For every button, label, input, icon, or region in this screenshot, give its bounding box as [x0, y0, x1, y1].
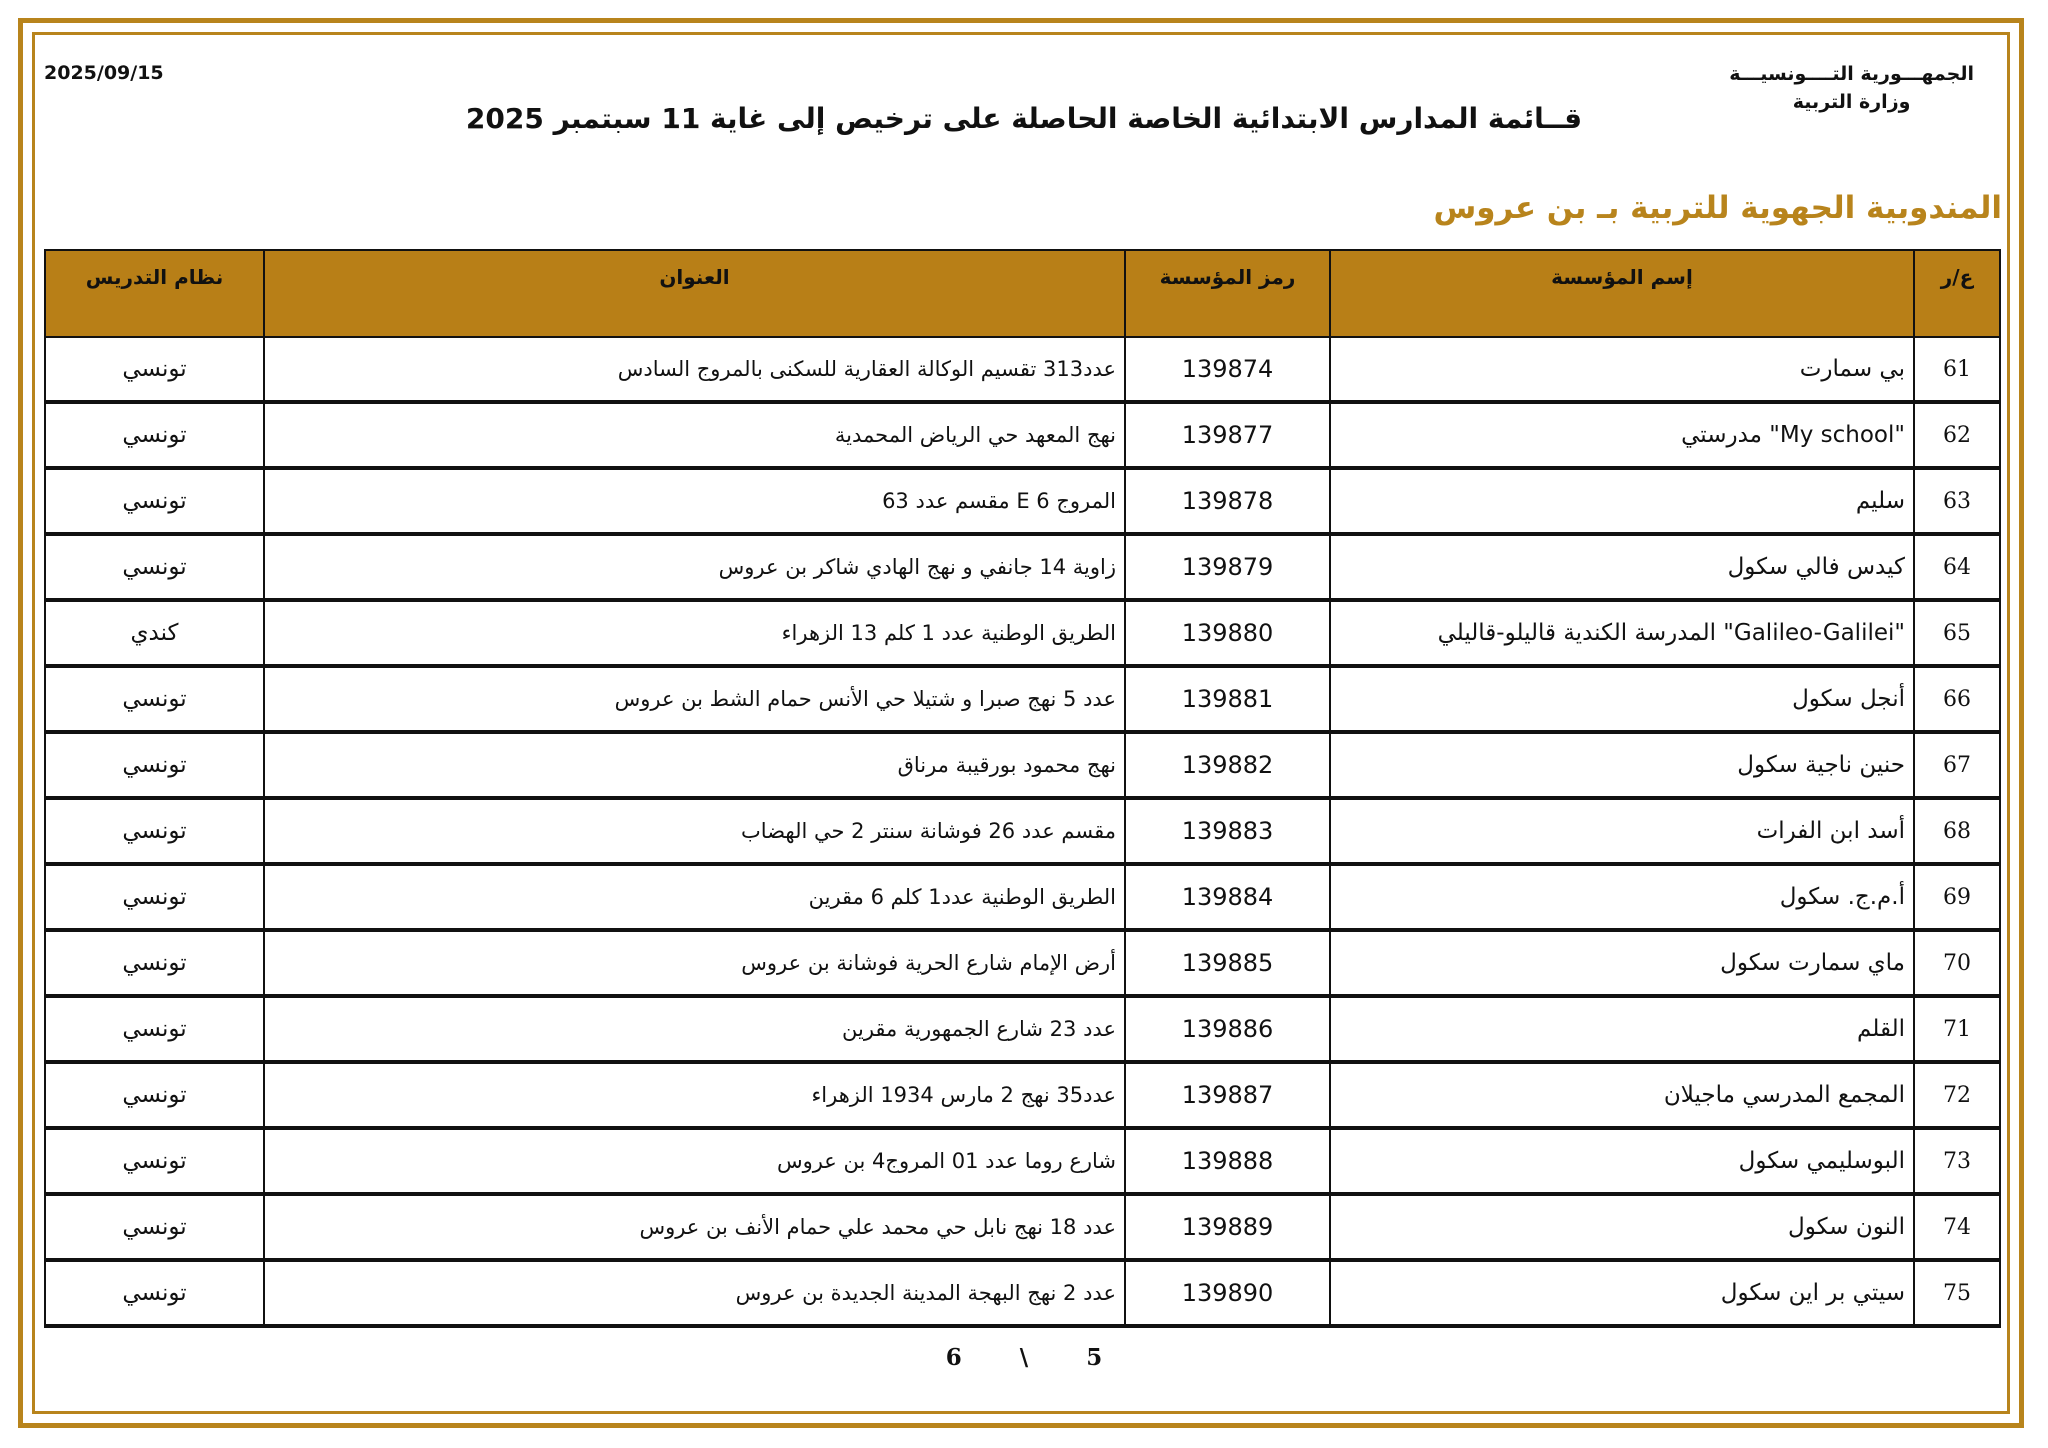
cell-name: سليم	[1330, 468, 1914, 534]
table-row	[45, 1194, 2000, 1260]
cell-num: 62	[1914, 402, 2000, 468]
cell-name: المجمع المدرسي ماجيلان	[1330, 1062, 1914, 1128]
cell-code: 139881	[1125, 666, 1330, 732]
page-total: 6	[945, 1344, 962, 1371]
cell-code: 139890	[1125, 1260, 1330, 1326]
table-row	[45, 996, 2000, 1062]
table-row	[45, 534, 2000, 600]
cell-system: تونسي	[45, 1062, 264, 1128]
cell-num: 73	[1914, 1128, 2000, 1194]
table-row	[45, 666, 2000, 732]
cell-address: الطريق الوطنية عدد 1 كلم 13 الزهراء	[264, 600, 1125, 666]
cell-name: النون سكول	[1330, 1194, 1914, 1260]
cell-address: الطريق الوطنية عدد1 كلم 6 مقرين	[264, 864, 1125, 930]
table-row	[45, 1260, 2000, 1326]
ministry-name: وزارة التربية	[1792, 91, 1911, 113]
cell-system: تونسي	[45, 1194, 264, 1260]
cell-name: القلم	[1330, 996, 1914, 1062]
column-header-num: ع/ر	[1914, 250, 2000, 337]
cell-num: 75	[1914, 1260, 2000, 1326]
cell-code: 139874	[1125, 337, 1330, 402]
cell-num: 61	[1914, 337, 2000, 402]
table-row	[45, 600, 2000, 666]
cell-name: بي سمارت	[1330, 337, 1914, 402]
cell-num: 67	[1914, 732, 2000, 798]
cell-address: شارع روما عدد 01 المروج4 بن عروس	[264, 1128, 1125, 1194]
cell-num: 70	[1914, 930, 2000, 996]
cell-system: تونسي	[45, 1128, 264, 1194]
cell-address: نهج محمود بورقيبة مرناق	[264, 732, 1125, 798]
cell-name: أسد ابن الفرات	[1330, 798, 1914, 864]
cell-code: 139880	[1125, 600, 1330, 666]
cell-address: أرض الإمام شارع الحرية فوشانة بن عروس	[264, 930, 1125, 996]
cell-name: سيتي بر اين سكول	[1330, 1260, 1914, 1326]
column-header-system: نظام التدريس	[45, 250, 264, 337]
cell-system: كندي	[45, 600, 264, 666]
cell-system: تونسي	[45, 798, 264, 864]
cell-code: 139884	[1125, 864, 1330, 930]
cell-address: زاوية 14 جانفي و نهج الهادي شاكر بن عروس	[264, 534, 1125, 600]
cell-system: تونسي	[45, 337, 264, 402]
cell-address: عدد 23 شارع الجمهورية مقرين	[264, 996, 1125, 1062]
table-header-row	[45, 250, 2000, 337]
cell-system: تونسي	[45, 732, 264, 798]
table-row	[45, 864, 2000, 930]
pagination	[0, 1344, 2048, 1371]
cell-num: 71	[1914, 996, 2000, 1062]
cell-code: 139878	[1125, 468, 1330, 534]
document-date: 2025/09/15	[44, 62, 164, 84]
cell-num: 66	[1914, 666, 2000, 732]
cell-num: 64	[1914, 534, 2000, 600]
cell-code: 139882	[1125, 732, 1330, 798]
cell-system: تونسي	[45, 402, 264, 468]
cell-address: عدد35 نهج 2 مارس 1934 الزهراء	[264, 1062, 1125, 1128]
cell-address: عدد313 تقسيم الوكالة العقارية للسكنى بالمروج السادس	[264, 337, 1125, 402]
cell-num: 63	[1914, 468, 2000, 534]
region-heading: المندوبية الجهوية للتربية بـ بن عروس	[1433, 190, 2002, 226]
cell-system: تونسي	[45, 534, 264, 600]
cell-address: مقسم عدد 26 فوشانة سنتر 2 حي الهضاب	[264, 798, 1125, 864]
cell-system: تونسي	[45, 930, 264, 996]
cell-code: 139877	[1125, 402, 1330, 468]
cell-code: 139885	[1125, 930, 1330, 996]
column-header-name: إسم المؤسسة	[1330, 250, 1914, 337]
cell-address: عدد 2 نهج البهجة المدينة الجديدة بن عروس	[264, 1260, 1125, 1326]
cell-name: أنجل سكول	[1330, 666, 1914, 732]
cell-system: تونسي	[45, 864, 264, 930]
page-separator: \	[1019, 1344, 1029, 1371]
cell-address: عدد 5 نهج صبرا و شتيلا حي الأنس حمام الشط بن عروس	[264, 666, 1125, 732]
cell-code: 139886	[1125, 996, 1330, 1062]
cell-name: أ.م.ج. سكول	[1330, 864, 1914, 930]
cell-system: تونسي	[45, 1260, 264, 1326]
table-row	[45, 468, 2000, 534]
cell-name: البوسليمي سكول	[1330, 1128, 1914, 1194]
cell-num: 68	[1914, 798, 2000, 864]
cell-address: المروج 6 E مقسم عدد 63	[264, 468, 1125, 534]
column-header-address: العنوان	[264, 250, 1125, 337]
cell-address: نهج المعهد حي الرياض المحمدية	[264, 402, 1125, 468]
column-header-code: رمز المؤسسة	[1125, 250, 1330, 337]
cell-num: 65	[1914, 600, 2000, 666]
table-row	[45, 930, 2000, 996]
cell-name: كيدس فالي سكول	[1330, 534, 1914, 600]
cell-address: عدد 18 نهج نابل حي محمد علي حمام الأنف بن عروس	[264, 1194, 1125, 1260]
document-title: قــائمة المدارس الابتدائية الخاصة الحاصلة على ترخيص إلى غاية 11 سبتمبر 2025	[465, 102, 1583, 135]
table-row	[45, 1062, 2000, 1128]
table-row	[45, 732, 2000, 798]
schools-table	[44, 249, 2001, 1328]
cell-system: تونسي	[45, 666, 264, 732]
cell-code: 139887	[1125, 1062, 1330, 1128]
cell-code: 139879	[1125, 534, 1330, 600]
cell-system: تونسي	[45, 468, 264, 534]
table-row	[45, 402, 2000, 468]
cell-code: 139888	[1125, 1128, 1330, 1194]
cell-num: 69	[1914, 864, 2000, 930]
table-body	[45, 337, 2000, 1326]
table-row	[45, 1128, 2000, 1194]
cell-num: 74	[1914, 1194, 2000, 1260]
cell-code: 139889	[1125, 1194, 1330, 1260]
cell-name: ماي سمارت سكول	[1330, 930, 1914, 996]
cell-name: "Galileo-Galilei" المدرسة الكندية قاليلو-قاليلي	[1330, 600, 1914, 666]
cell-system: تونسي	[45, 996, 264, 1062]
cell-name: حنين ناجية سكول	[1330, 732, 1914, 798]
table-row	[45, 798, 2000, 864]
cell-name: "My school" مدرستي	[1330, 402, 1914, 468]
republic-name: الجمهـــورية التــــونسيـــة	[1729, 63, 1974, 85]
cell-code: 139883	[1125, 798, 1330, 864]
page-current: 5	[1086, 1344, 1103, 1371]
table-row	[45, 337, 2000, 402]
cell-num: 72	[1914, 1062, 2000, 1128]
